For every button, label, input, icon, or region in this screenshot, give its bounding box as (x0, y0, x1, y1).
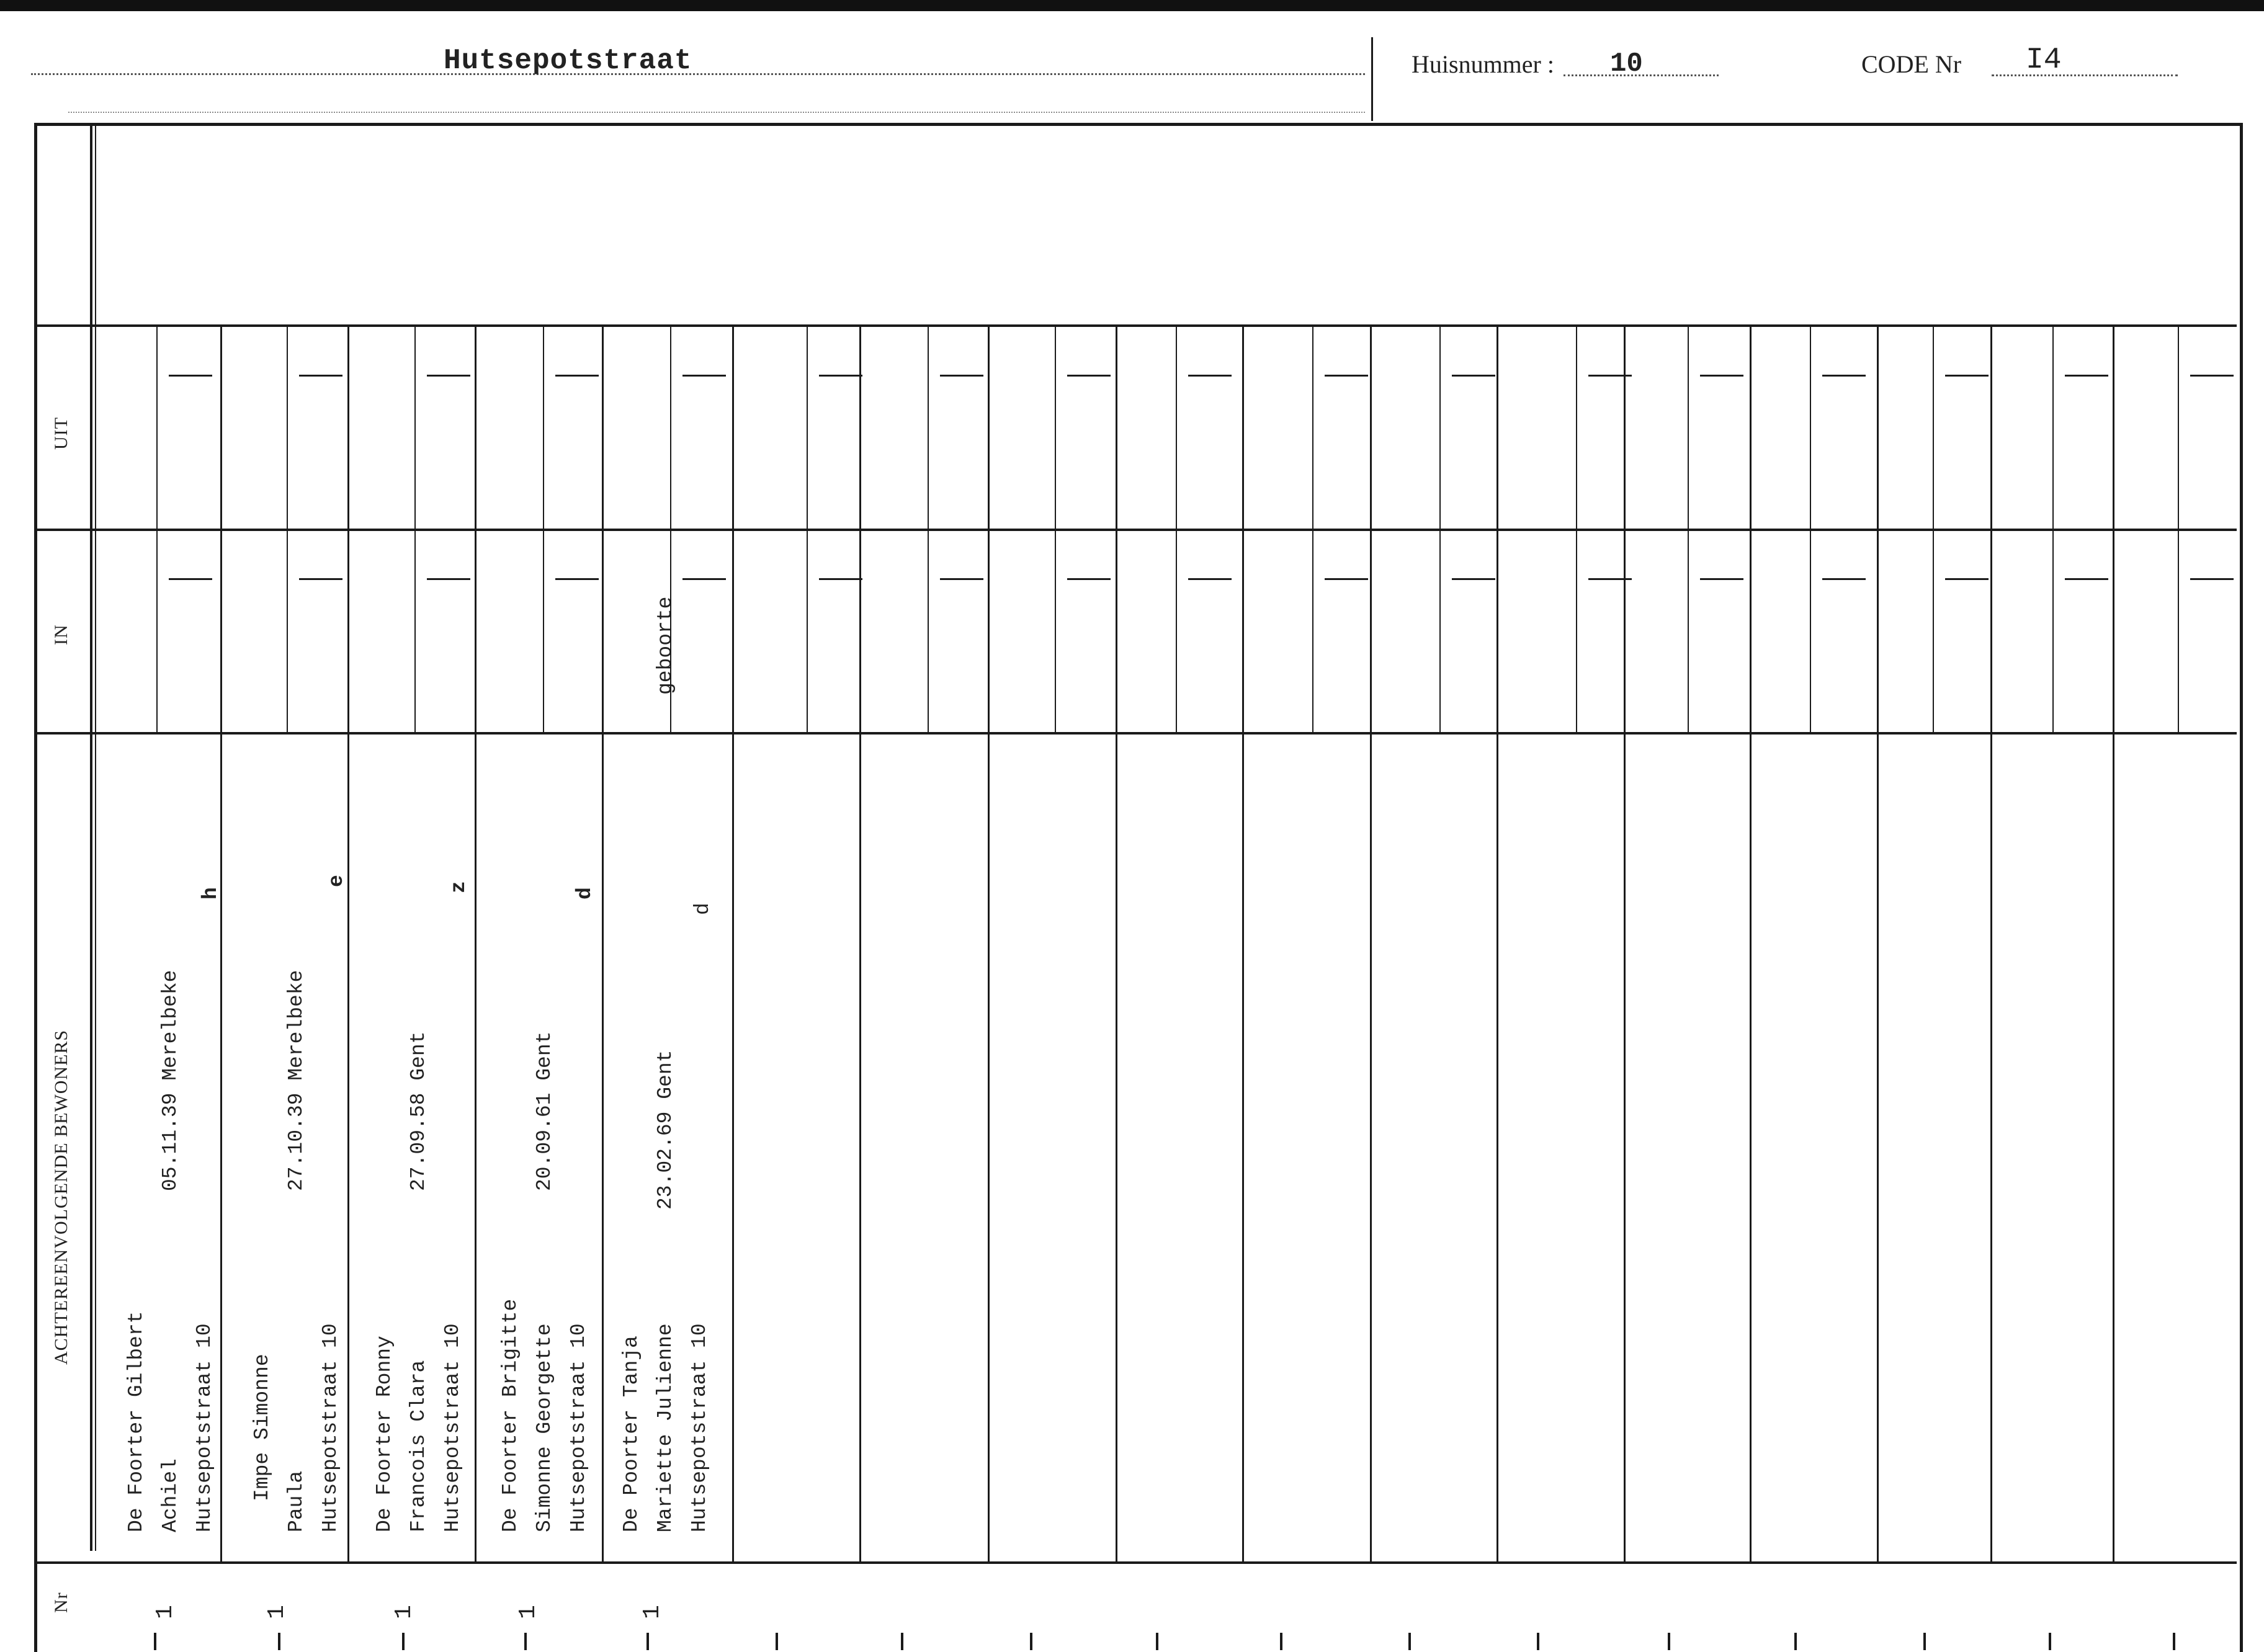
code-value: I4 (2026, 43, 2062, 77)
uit-dash (1188, 375, 1232, 377)
resident-birth: 23.02.69 Gent (654, 1050, 677, 1210)
bottom-tick (154, 1633, 156, 1650)
resident-nr: 1 (152, 1605, 179, 1619)
sub-column-separator (414, 326, 416, 732)
resident-name-line: Simonne Georgette (533, 1323, 556, 1532)
resident-code: e (325, 875, 348, 887)
in-dash (299, 578, 342, 580)
in-dash (1325, 578, 1368, 580)
uit-dash (555, 375, 599, 377)
label-column-divider-inner (95, 124, 96, 1551)
column-separator (2113, 326, 2114, 1561)
bottom-tick (278, 1633, 280, 1650)
street-dotted-line (31, 73, 1365, 75)
sub-column-separator (1576, 326, 1577, 732)
uit-dash (427, 375, 470, 377)
code-label: CODE Nr (1861, 50, 1962, 78)
resident-name-line: Paula (285, 1470, 308, 1532)
code-dotted-line (1992, 74, 2178, 76)
resident-code: d (691, 903, 714, 915)
in-dash (2190, 578, 2234, 580)
uit-dash (1452, 375, 1495, 377)
bottom-tick (647, 1633, 649, 1650)
sub-column-separator (2178, 326, 2179, 732)
column-separator (1624, 326, 1626, 1561)
sub-column-separator (1688, 326, 1689, 732)
bottom-tick (402, 1633, 405, 1650)
resident-code: h (199, 887, 222, 900)
uit-dash (299, 375, 342, 377)
sub-column-separator (1312, 326, 1313, 732)
sub-column-separator (1176, 326, 1177, 732)
resident-address: Hutsepotstraat 10 (567, 1323, 590, 1532)
resident-address: Hutsepotstraat 10 (193, 1323, 216, 1532)
resident-nr: 1 (391, 1605, 418, 1619)
sub-column-separator (1055, 326, 1056, 732)
resident-name-line: Mariette Julienne (654, 1323, 677, 1532)
resident-name-line: De Foorter Ronny (373, 1336, 396, 1532)
resident-code: z (447, 881, 470, 893)
column-separator (1242, 326, 1244, 1561)
bottom-tick (1537, 1633, 1539, 1650)
in-label: IN (51, 624, 71, 645)
in-dash (1067, 578, 1111, 580)
resident-address: Hutsepotstraat 10 (319, 1323, 342, 1532)
bottom-tick (2049, 1633, 2051, 1650)
in-dash (169, 578, 212, 580)
bottom-tick (1280, 1633, 1282, 1650)
column-separator (347, 326, 349, 1561)
residents-label: ACHTEREENVOLGENDE BEWONERS (51, 1029, 71, 1365)
residents-section-bottom-line (36, 1561, 2237, 1564)
uit-dash (1945, 375, 1989, 377)
nr-label: Nr (51, 1592, 71, 1613)
in-dash (1188, 578, 1232, 580)
uit-dash (1822, 375, 1866, 377)
sub-column-separator (1933, 326, 1934, 732)
column-separator (1116, 326, 1117, 1561)
resident-code: d (573, 887, 596, 900)
resident-birth: 27.10.39 Merelbeke (285, 970, 308, 1191)
sub-column-separator (156, 326, 158, 732)
uit-dash (819, 375, 862, 377)
resident-nr: 1 (639, 1605, 666, 1619)
resident-name-line: De Foorter Brigitte (499, 1298, 522, 1532)
resident-name-line: Impe Simonne (251, 1354, 274, 1501)
resident-nr: 1 (264, 1605, 290, 1619)
uit-dash (940, 375, 983, 377)
sub-column-separator (1439, 326, 1441, 732)
header-divider (1371, 37, 1373, 121)
column-separator (602, 326, 604, 1561)
bottom-tick (1030, 1633, 1032, 1650)
bottom-tick (776, 1633, 778, 1650)
column-separator (1877, 326, 1879, 1561)
in-dash (819, 578, 862, 580)
register-card (34, 123, 2243, 1652)
sub-column-separator (2052, 326, 2054, 732)
bottom-tick (1923, 1633, 1926, 1650)
in-dash (427, 578, 470, 580)
resident-name-line: Achiel (159, 1458, 182, 1532)
in-dash (1822, 578, 1866, 580)
resident-birth: 05.11.39 Merelbeke (159, 970, 182, 1191)
resident-in-note: geboorte (654, 596, 677, 695)
street-name: Hutsepotstraat (444, 45, 692, 77)
bottom-tick (2173, 1633, 2175, 1650)
bottom-tick (1156, 1633, 1158, 1650)
resident-name-line: De Foorter Gilbert (125, 1311, 148, 1532)
in-dash (555, 578, 599, 580)
in-dash (1588, 578, 1632, 580)
in-dash (1945, 578, 1989, 580)
column-separator (1990, 326, 1992, 1561)
bottom-tick (1408, 1633, 1411, 1650)
resident-name-line: De Poorter Tanja (620, 1336, 643, 1532)
uit-dash (2190, 375, 2234, 377)
resident-name-line: Francois Clara (407, 1360, 430, 1532)
bottom-tick (901, 1633, 903, 1650)
column-separator (1750, 326, 1752, 1561)
in-section-bottom-line (36, 732, 2237, 734)
uit-dash (1067, 375, 1111, 377)
in-dash (682, 578, 726, 580)
resident-birth: 27.09.58 Gent (407, 1031, 430, 1191)
uit-dash (1700, 375, 1743, 377)
resident-birth: 20.09.61 Gent (533, 1031, 556, 1191)
column-separator (1497, 326, 1498, 1561)
column-separator (732, 326, 734, 1561)
uit-label: UIT (51, 417, 71, 450)
uit-dash (2065, 375, 2108, 377)
uit-dash (1325, 375, 1368, 377)
header-lower-dotted-line (68, 112, 1365, 113)
bottom-tick (1794, 1633, 1797, 1650)
column-separator (859, 326, 861, 1561)
in-dash (2065, 578, 2108, 580)
sub-column-separator (1810, 326, 1811, 732)
house-number-label: Huisnummer : (1412, 50, 1554, 78)
uit-section-bottom-line (36, 529, 2237, 531)
in-dash (940, 578, 983, 580)
house-number-value: 10 (1610, 48, 1643, 79)
bottom-tick (524, 1633, 527, 1650)
top-border-bar (0, 0, 2264, 11)
in-dash (1700, 578, 1743, 580)
sub-column-separator (928, 326, 929, 732)
uit-dash (1588, 375, 1632, 377)
column-separator (988, 326, 990, 1561)
resident-nr: 1 (515, 1605, 542, 1619)
sub-column-separator (287, 326, 288, 732)
column-separator (1370, 326, 1372, 1561)
sub-column-separator (543, 326, 544, 732)
resident-address: Hutsepotstraat 10 (688, 1323, 711, 1532)
in-dash (1452, 578, 1495, 580)
resident-address: Hutsepotstraat 10 (441, 1323, 464, 1532)
top-section-bottom-line (36, 324, 2237, 327)
uit-dash (682, 375, 726, 377)
sub-column-separator (807, 326, 808, 732)
uit-dash (169, 375, 212, 377)
bottom-tick (1668, 1633, 1670, 1650)
label-column-divider (90, 124, 92, 1551)
column-separator (475, 326, 477, 1561)
